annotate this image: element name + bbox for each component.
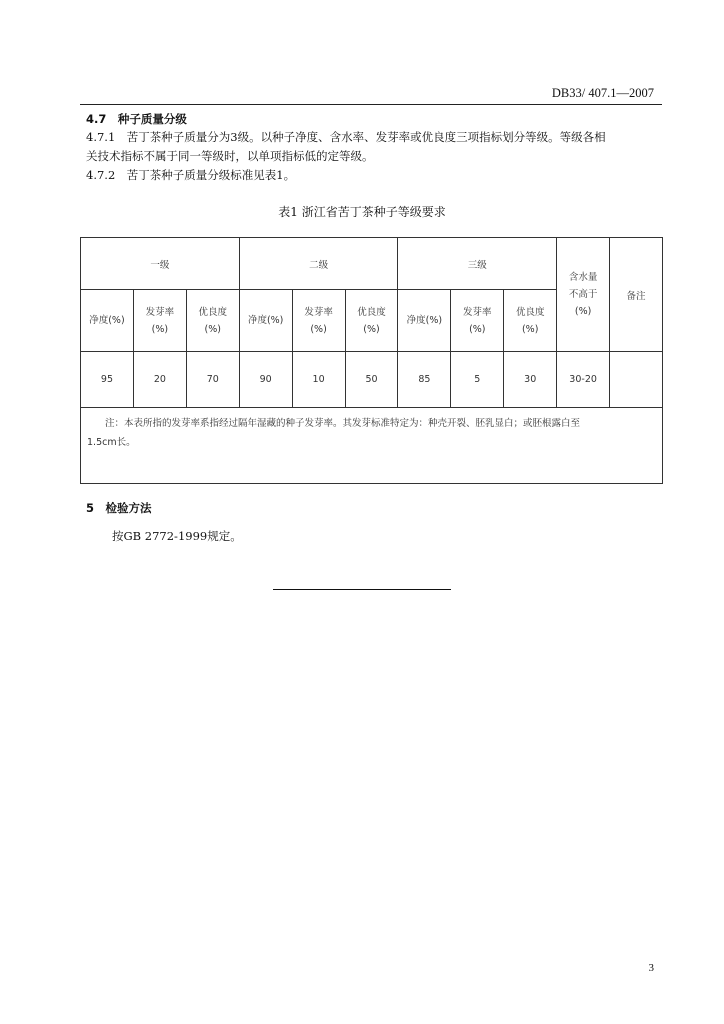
- remarks-value-cell: [610, 352, 663, 408]
- section-5-body: 按GB 2772-1999规定。: [112, 529, 242, 543]
- table-note-line-2: 1.5cm长。: [87, 437, 136, 448]
- subheader-line-1: 发芽率: [304, 306, 333, 318]
- subheader-line-1: 优良度: [515, 306, 545, 318]
- subheader-cell: [133, 290, 186, 352]
- moisture-value-cell: 30-20: [557, 352, 610, 408]
- table-header-row-grades: [81, 238, 663, 290]
- table-caption: 表1 浙江省苦丁茶种子等级要求: [278, 205, 446, 219]
- document-code: DB33/ 407.1—2007: [551, 86, 654, 100]
- subheader-cell: [398, 290, 451, 352]
- subheader-cell: [345, 290, 398, 352]
- value-cell: 50: [345, 352, 398, 408]
- subheader-cell: [186, 290, 239, 352]
- section-4-7-1-line-1: 4.7.1 苦丁茶种子质量分为3级。以种子净度、含水率、发芽率或优良度三项指标划分等级。等级各相: [86, 130, 606, 144]
- subheader-line-1: 净度(%): [89, 315, 125, 326]
- section-4-7-title: 4.7 种子质量分级: [86, 112, 187, 126]
- table-note-row: [81, 408, 663, 484]
- value-cell: 85: [398, 352, 451, 408]
- moisture-header-line-2: 不高于: [568, 289, 598, 300]
- subheader-line-2: (%): [521, 323, 539, 335]
- page-number: 3: [648, 962, 654, 974]
- moisture-header-line-1: 含水量: [568, 272, 598, 283]
- subheader-line-1: 优良度: [357, 306, 386, 318]
- end-divider: [273, 589, 451, 590]
- subheader-line-2: (%): [469, 323, 486, 335]
- moisture-header-line-3: (%): [574, 306, 592, 317]
- seed-grade-table: [80, 237, 663, 484]
- grade-3-header: 三级: [398, 238, 557, 290]
- subheader-line-2: (%): [363, 323, 380, 335]
- subheader-line-2: (%): [151, 323, 169, 335]
- subheader-line-1: 发芽率: [463, 306, 492, 318]
- subheader-cell: [451, 290, 504, 352]
- subheader-cell: [292, 290, 345, 352]
- section-4-7-1-line-2: 关技术指标不属于同一等级时，以单项指标低的定等级。: [86, 149, 374, 163]
- table-note-line-1: 注：本表所指的发芽率系指经过隔年湿藏的种子发芽率。其发芽标准特定为：种壳开裂、胚乳显白；或胚根露白至: [105, 418, 581, 429]
- subheader-line-1: 发芽率: [145, 306, 175, 318]
- value-cell: 5: [451, 352, 504, 408]
- value-cell: 70: [186, 352, 239, 408]
- remarks-header: 备注: [610, 238, 663, 352]
- subheader-line-1: 净度(%): [406, 315, 443, 326]
- subheader-line-2: (%): [310, 323, 327, 335]
- subheader-cell: [239, 290, 292, 352]
- value-cell: 30: [504, 352, 557, 408]
- table-data-row: [81, 352, 663, 408]
- grade-2-header: 二级: [239, 238, 398, 290]
- subheader-cell: [81, 290, 134, 352]
- value-cell: 10: [292, 352, 345, 408]
- section-5-title: 5 检验方法: [86, 501, 152, 515]
- table-note: [81, 408, 663, 484]
- moisture-header: [557, 238, 610, 352]
- grade-1-header: 一级: [81, 238, 240, 290]
- section-4-7-2: 4.7.2 苦丁茶种子质量分级标准见表1。: [86, 168, 296, 182]
- subheader-line-1: 优良度: [198, 306, 228, 318]
- header-rule: [80, 104, 662, 105]
- value-cell: 20: [133, 352, 186, 408]
- value-cell: 90: [239, 352, 292, 408]
- value-cell: 95: [81, 352, 134, 408]
- subheader-line-1: 净度(%): [247, 315, 284, 326]
- subheader-cell: [504, 290, 557, 352]
- subheader-line-2: (%): [204, 323, 221, 335]
